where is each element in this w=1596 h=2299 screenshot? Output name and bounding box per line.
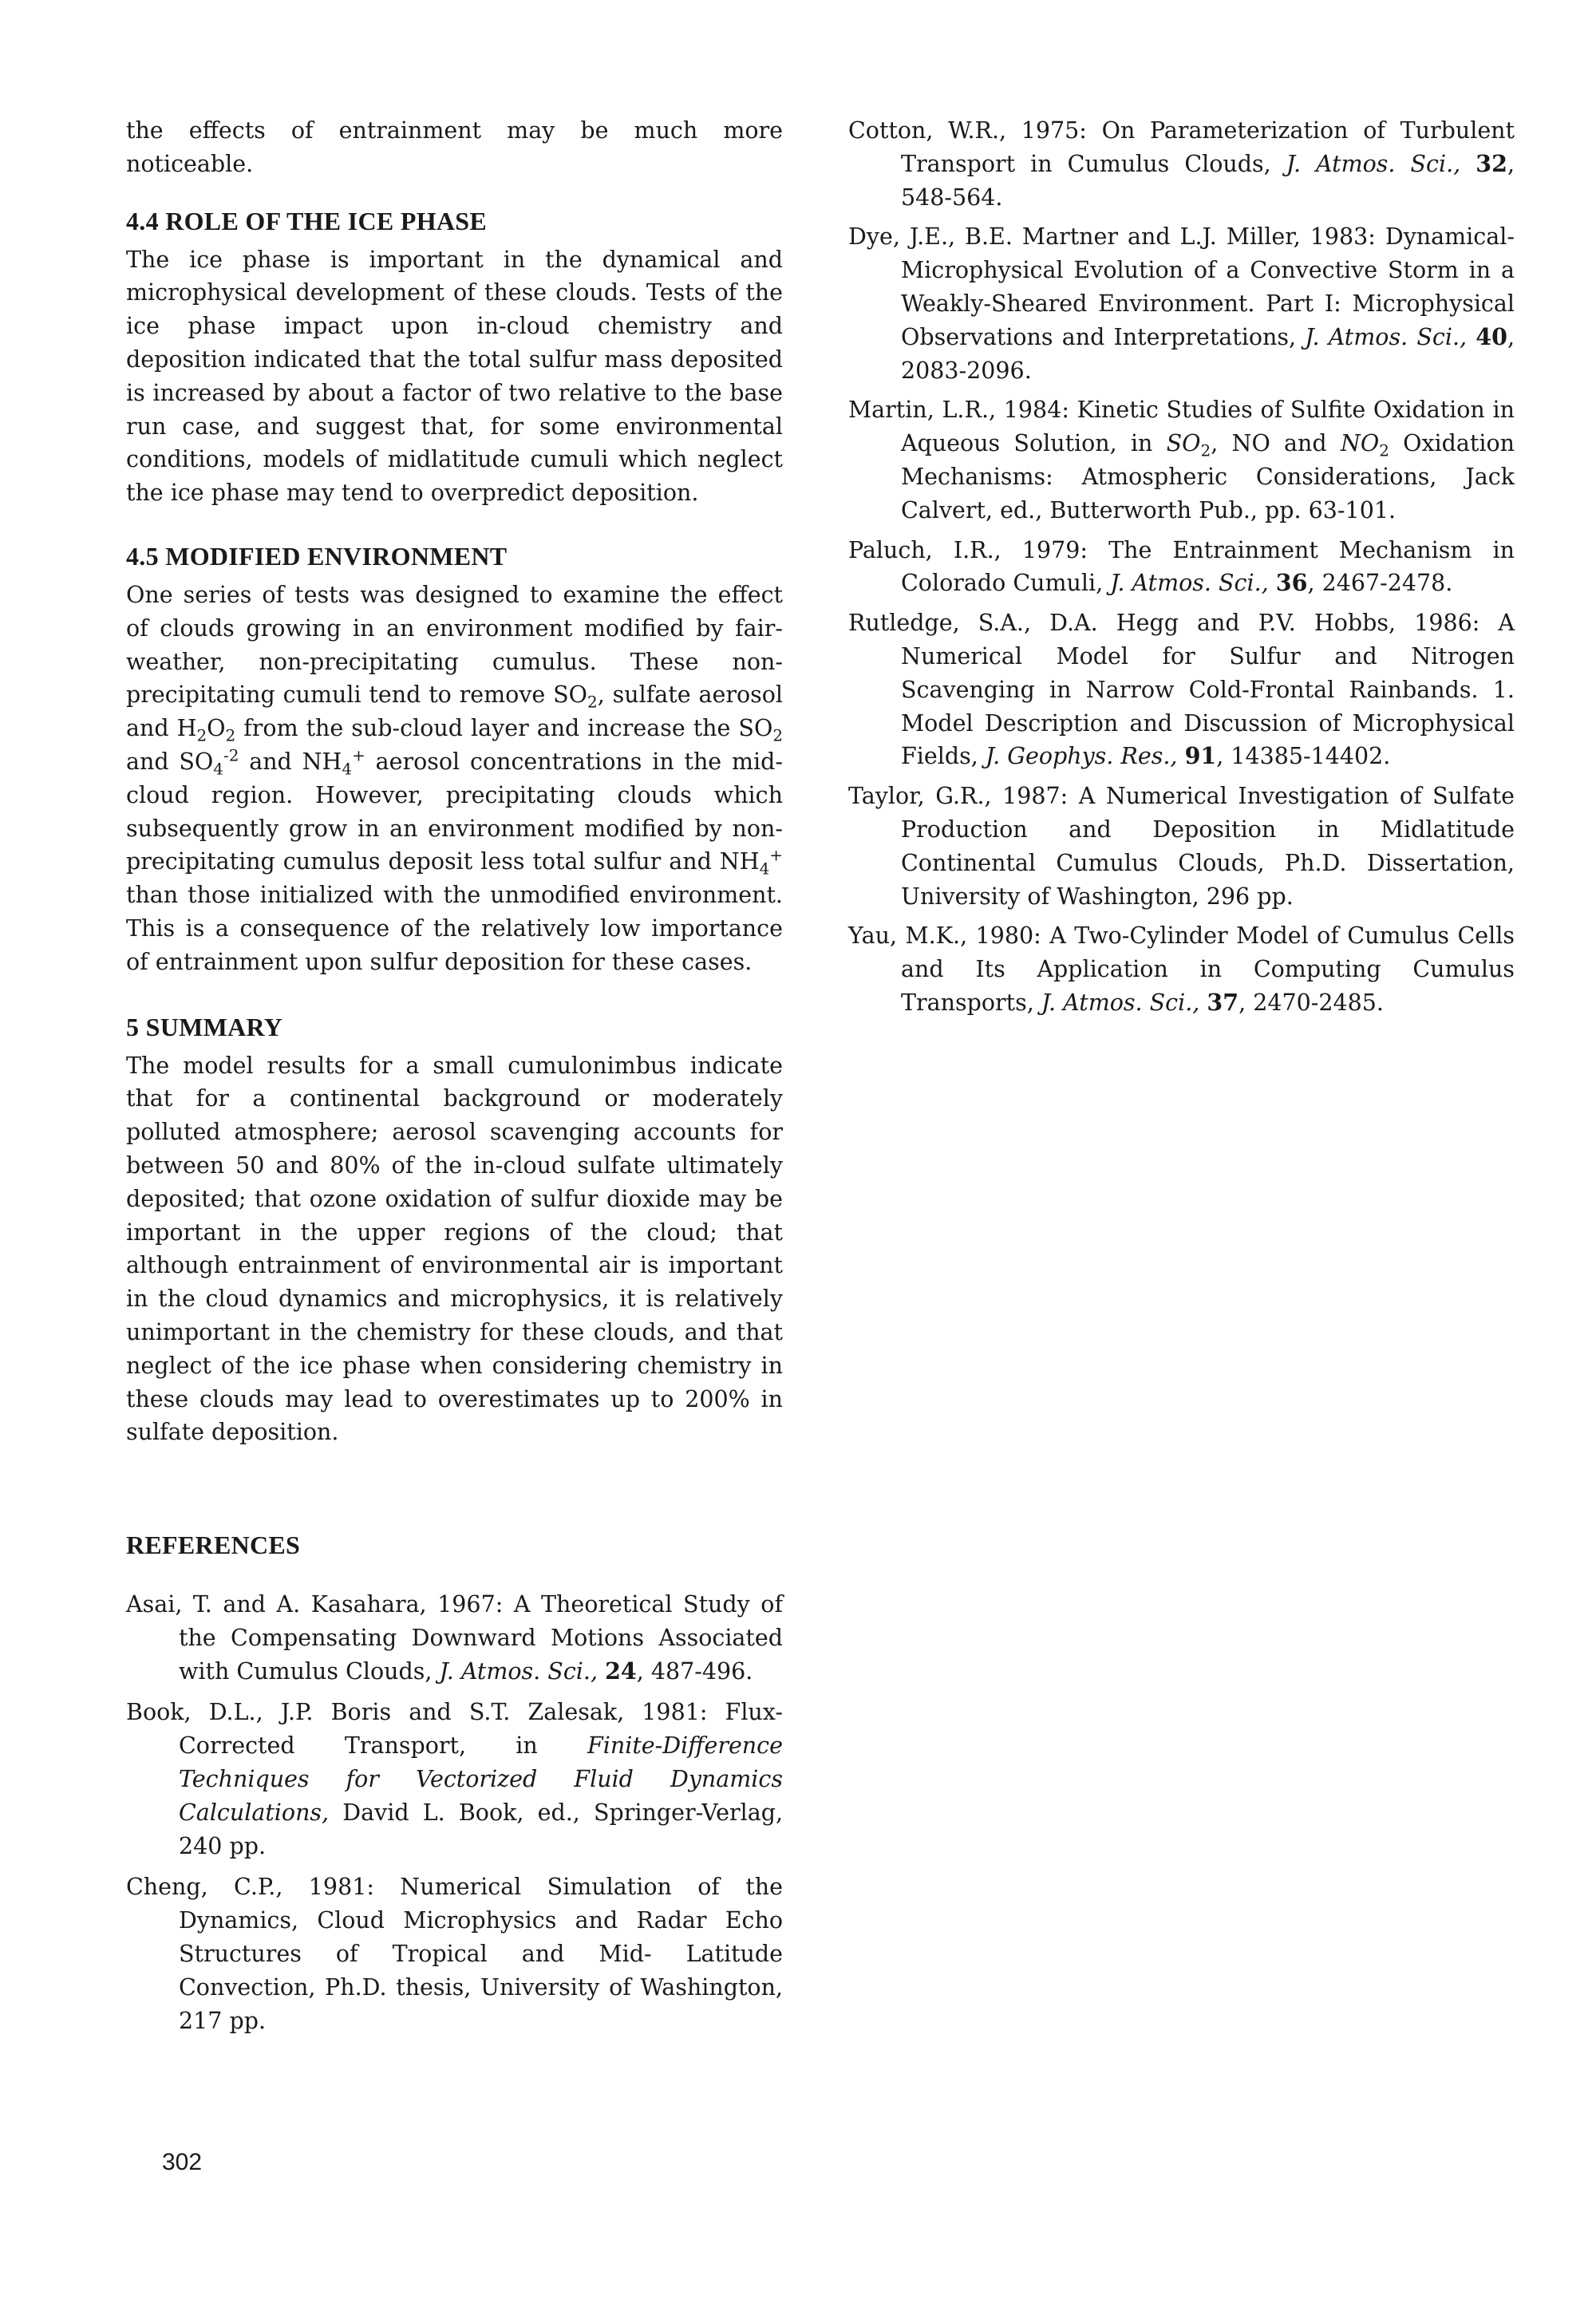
section-5-heading: 5 SUMMARY: [126, 1012, 283, 1041]
reference-cheng: Cheng, C.P., 1981: Numerical Simulation of the Dynamics, Cloud Microphysics and Radar Echo Structures of Tropical and Mid- Latitude Convection, Ph.D. thesis, University of Washington, 217 pp.: [126, 1874, 783, 2034]
section-4-4-body: The ice phase is important in the dynamical and microphysical development of these clouds. Tests of the ice phase impact upon in-cloud chemistry and deposition indicated that the total sulfur mass deposited is increased by about a factor of two relative to the base run case, and suggest that, for some environmental conditions, models of midlatitude cumuli which neglect the ice phase may tend to overpredict deposition.: [126, 246, 783, 507]
reference-book: Book, D.L., J.P. Boris and S.T. Zalesak, 1981: Flux-Corrected Transport, in Finite-Difference Techniques for Vectorized Fluid Dynamics Calculations, David L. Book, ed., Springer-Verlag, 240 pp.: [126, 1699, 783, 1859]
reference-rutledge: Rutledge, S.A., D.A. Hegg and P.V. Hobbs, 1986: A Numerical Model for Sulfur and Nitrogen Scavenging in Narrow Cold-Frontal Rainbands. 1. Model Description and Discussion of Microphysical Fields, J. Geophys. Res., 91, 14385-14402.: [848, 610, 1515, 770]
reference-dye: Dye, J.E., B.E. Martner and L.J. Miller, 1983: Dynamical-Microphysical Evolution of a Convective Storm in a Weakly-Sheared Environment. Part I: Microphysical Observations and Interpretations, J. Atmos. Sci., 40, 2083-2096.: [848, 223, 1515, 384]
left-column: [126, 114, 783, 2045]
reference-yau: Yau, M.K., 1980: A Two-Cylinder Model of Cumulus Cells and Its Application in Computing Cumulus Transports, J. Atmos. Sci., 37, 2470-2485.: [848, 922, 1515, 1016]
reference-martin: Martin, L.R., 1984: Kinetic Studies of Sulfite Oxidation in Aqueous Solution, in $SO_2$, NO and $NO_2$ Oxidation Mechanisms: Atmospheric Considerations, Jack Calvert, ed., Butterworth Pub., pp. 63-101.: [848, 397, 1515, 523]
continuation-paragraph: the effects of entrainment may be much more noticeable.: [126, 117, 783, 177]
right-column: [848, 114, 1515, 1026]
section-4-5-body: One series of tests was designed to examine the effect of clouds growing in an environment modified by fair-weather, non-precipitating cumulus. These non-precipitating cumuli tend to remove $SO_2$, sulfate aerosol and $H_2O_2$ from the sub-cloud layer and increase the $SO_2$ and $SO_4^{-2}$ and $NH_4^+$ aerosol concentrations in the mid-cloud region. However, precipitating clouds which subsequently grow in an environment modified by non-precipitating cumulus deposit less total sulfur and $NH_4^+$ than those initialized with the unmodified environment. This is a consequence of the relatively low importance of entrainment upon sulfur deposition for these cases.: [126, 581, 783, 975]
section-5-body: The model results for a small cumulonimbus indicate that for a continental background or moderately polluted atmosphere; aerosol scavenging accounts for between 50 and 80% of the in-cloud sulfate ultimately deposited; that ozone oxidation of sulfur dioxide may be important in the upper regions of the cloud; that although entrainment of environmental air is important in the cloud dynamics and microphysics, it is relatively unimportant in the chemistry for these clouds, and that neglect of the ice phase when considering chemistry in these clouds may lead to overestimates up to 200% in sulfate deposition.: [126, 1052, 783, 1446]
section-4-4-heading: 4.4 ROLE OF THE ICE PHASE: [126, 206, 488, 235]
reference-taylor: Taylor, G.R., 1987: A Numerical Investigation of Sulfate Production and Deposition in Midlatitude Continental Cumulus Clouds, Ph.D. Dissertation, University of Washington, 296 pp.: [848, 783, 1515, 910]
reference-paluch: Paluch, I.R., 1979: The Entrainment Mechanism in Colorado Cumuli, J. Atmos. Sci., 36, 2467-2478.: [848, 536, 1515, 597]
reference-cotton: Cotton, W.R., 1975: On Parameterization of Turbulent Transport in Cumulus Clouds, J. Atmos. Sci., 32, 548-564.: [848, 117, 1515, 211]
reference-asai: Asai, T. and A. Kasahara, 1967: A Theoretical Study of the Compensating Downward Motions Associated with Cumulus Clouds, J. Atmos. Sci., 24, 487-496.: [126, 1591, 783, 1685]
page-number: 302: [162, 2149, 203, 2175]
references-heading: REFERENCES: [126, 1531, 301, 1560]
section-4-5-heading: 4.5 MODIFIED ENVIRONMENT: [126, 541, 508, 571]
